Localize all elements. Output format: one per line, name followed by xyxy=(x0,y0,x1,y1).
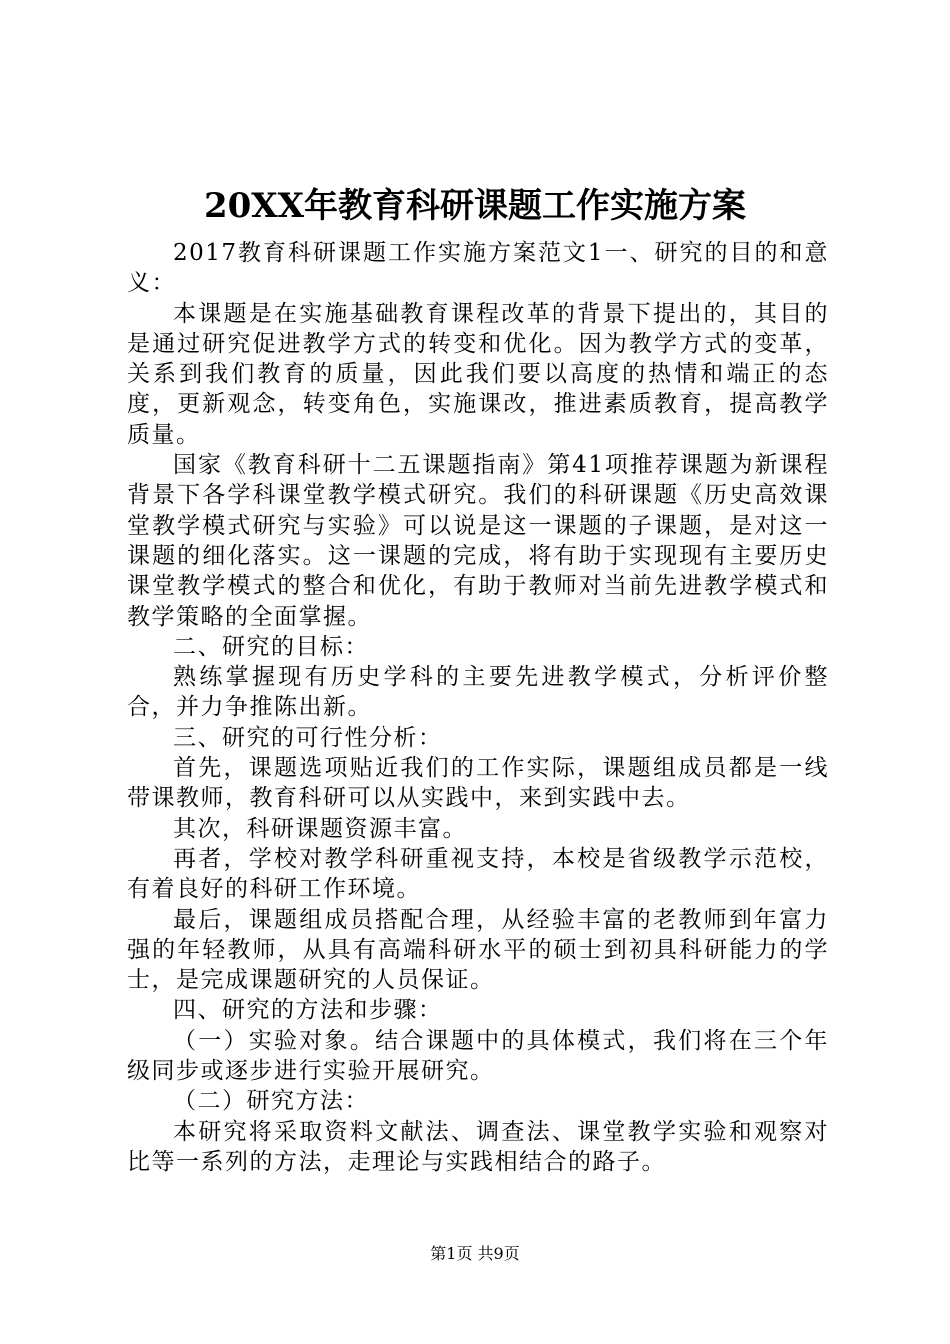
page-number-footer: 第1页 共9页 xyxy=(430,1244,520,1263)
section-heading-feasibility: 三、研究的可行性分析： xyxy=(173,724,443,751)
paragraph-feasibility-last: 最后，课题组成员搭配合理，从经验丰富的老教师到年富力强的年轻教师，从具有高端科研水平的硕士到初具科研能力的学士，是完成课题研究的人员保证。 xyxy=(127,906,829,994)
paragraph-goals: 熟练掌握现有历史学科的主要先进教学模式，分析评价整合，并力争推陈出新。 xyxy=(127,664,829,721)
paragraph-research-methods: 本研究将采取资料文献法、调查法、课堂教学实验和观察对比等一系列的方法，走理论与实践相结合的路子。 xyxy=(127,1118,829,1175)
paragraph-purpose: 本课题是在实施基础教育课程改革的背景下提出的，其目的是通过研究促进教学方式的转变和优化。因为教学方式的变革，关系到我们教育的质量，因此我们要以高度的热情和端正的态度，更新观念，转变角色，实施课改，推进素质教育，提高教学质量。 xyxy=(127,300,829,448)
document-body xyxy=(127,238,829,1177)
paragraph-national-guide: 国家《教育科研十二五课题指南》第41项推荐课题为新课程背景下各学科课堂教学模式研究。我们的科研课题《历史高效课堂教学模式研究与实验》可以说是这一课题的子课题，是对这一课题的细化落实。这一课题的完成，将有助于实现现有主要历史课堂教学模式的整合和优化，有助于教师对当前先进教学模式和教学策略的全面掌握。 xyxy=(127,452,829,630)
document-title: 20XX年教育科研课题工作实施方案 xyxy=(203,186,747,226)
subheading-research-methods: （二）研究方法： xyxy=(173,1088,369,1115)
section-heading-goals: 二、研究的目标： xyxy=(173,633,369,660)
paragraph-feasibility-first: 首先，课题选项贴近我们的工作实际，课题组成员都是一线带课教师，教育科研可以从实践中，来到实践中去。 xyxy=(127,755,829,812)
paragraph-feasibility-second: 其次，科研课题资源丰富。 xyxy=(173,815,467,842)
paragraph-experiment-subjects: （一）实验对象。结合课题中的具体模式，我们将在三个年级同步或逐步进行实验开展研究。 xyxy=(127,1027,829,1085)
paragraph-intro: 2017教育科研课题工作实施方案范文1一、研究的目的和意义： xyxy=(127,240,829,297)
section-heading-methods: 四、研究的方法和步骤： xyxy=(173,997,443,1024)
paragraph-feasibility-third: 再者，学校对教学科研重视支持，本校是省级教学示范校，有着良好的科研工作环境。 xyxy=(127,845,829,903)
